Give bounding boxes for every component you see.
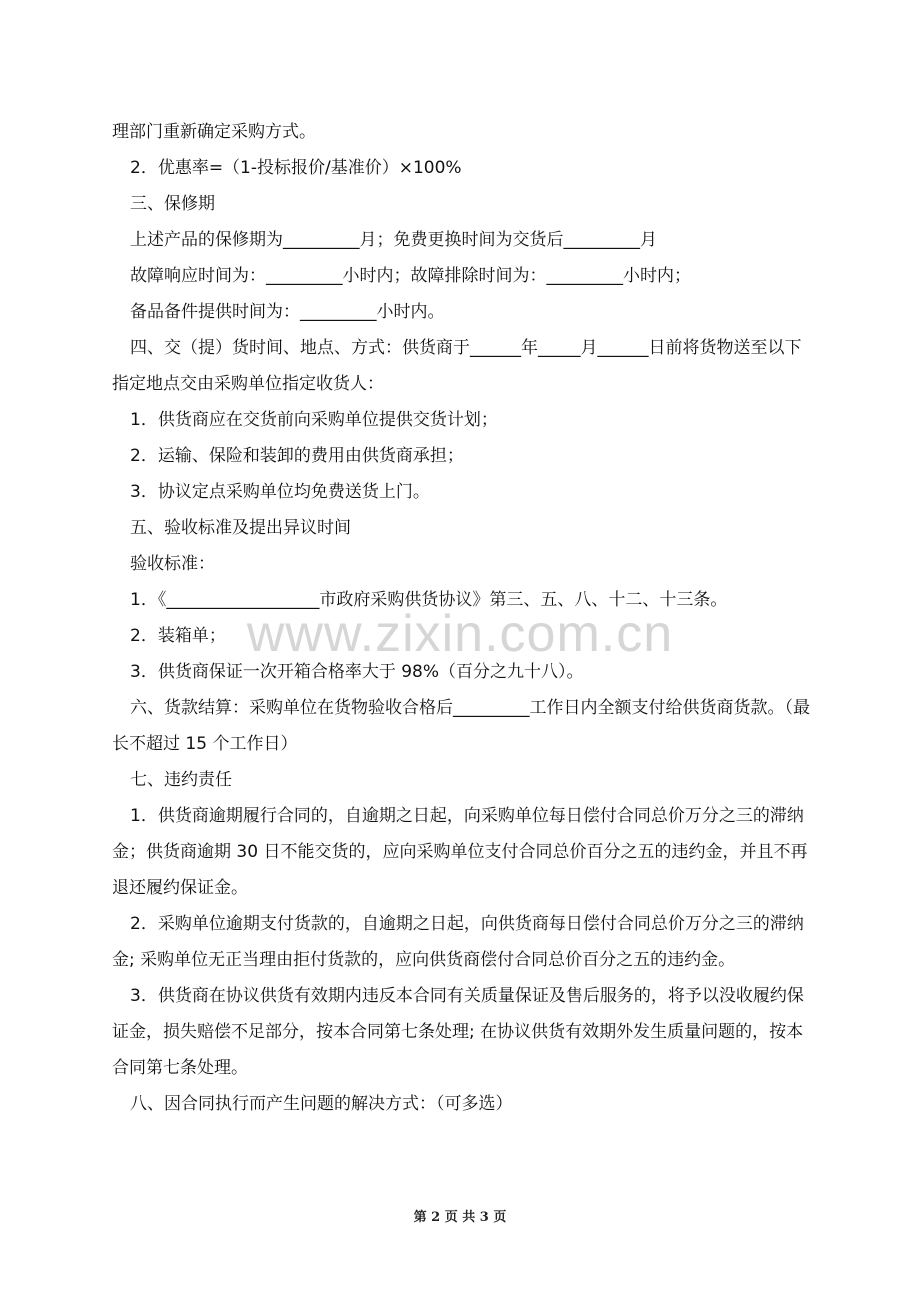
section-heading-liability: 七、违约责任: [130, 770, 232, 790]
section-heading-payment: 六、货款结算：采购单位在货物验收合格后_________工作日内全额支付给供货商货款。（最长不超过 15 个工作日）: [112, 698, 810, 754]
paragraph-spare-parts: 备品备件提供时间为：_________小时内。: [130, 302, 445, 322]
watermark: www.zixin.com.cn: [246, 605, 674, 663]
paragraph-discount-formula: 2．优惠率=（1-投标报价/基准价）×100%: [130, 158, 462, 178]
section-heading-delivery: 四、交（提）货时间、地点、方式：供货商于______年_____月______日前将货物送至以下指定地点交由采购单位指定收货人：: [112, 338, 802, 394]
section-heading-warranty: 三、保修期: [130, 194, 215, 214]
document-body: [112, 114, 812, 1122]
list-item: 3．供货商在协议供货有效期内违反本合同有关质量保证及售后服务的，将予以没收履约保证金，损失赔偿不足部分，按本合同第七条处理; 在协议供货有效期外发生质量问题的，按本合同第七条处理。: [112, 986, 804, 1078]
paragraph-fault-response: 故障响应时间为：_________小时内；故障排除时间为：_________小时内；: [130, 266, 691, 286]
list-item: 3．协议定点采购单位均免费送货上门。: [130, 482, 430, 502]
list-item: 1．《__________________市政府采购供货协议》第三、五、八、十二、十三条。: [130, 590, 728, 610]
list-item: 1．供货商逾期履行合同的，自逾期之日起，向采购单位每日偿付合同总价万分之三的滞纳金；供货商逾期 30 日不能交货的，应向采购单位支付合同总价百分之五的违约金，并且不再退还履约保证金。: [112, 806, 808, 898]
paragraph-warranty-period: 上述产品的保修期为_________月；免费更换时间为交货后_________月: [130, 230, 657, 250]
section-heading-dispute: 八、因合同执行而产生问题的解决方式：（可多选）: [130, 1094, 513, 1114]
paragraph-acceptance-standard: 验收标准：: [130, 554, 215, 574]
section-heading-acceptance: 五、验收标准及提出异议时间: [130, 518, 351, 538]
paragraph-continuation: 理部门重新确定采购方式。: [112, 122, 316, 142]
list-item: 2．采购单位逾期支付货款的，自逾期之日起，向供货商每日偿付合同总价万分之三的滞纳金; 采购单位无正当理由拒付货款的，应向供货商偿付合同总价百分之五的违约金。: [112, 914, 804, 970]
list-item: 1．供货商应在交货前向采购单位提供交货计划；: [130, 410, 498, 430]
page-footer: 第 2 页 共 3 页: [413, 1210, 507, 1225]
list-item: 2．运输、保险和装卸的费用由供货商承担；: [130, 446, 464, 466]
list-item: 3．供货商保证一次开箱合格率大于 98%（百分之九十八）。: [130, 662, 584, 682]
list-item: 2．装箱单；: [130, 626, 226, 646]
